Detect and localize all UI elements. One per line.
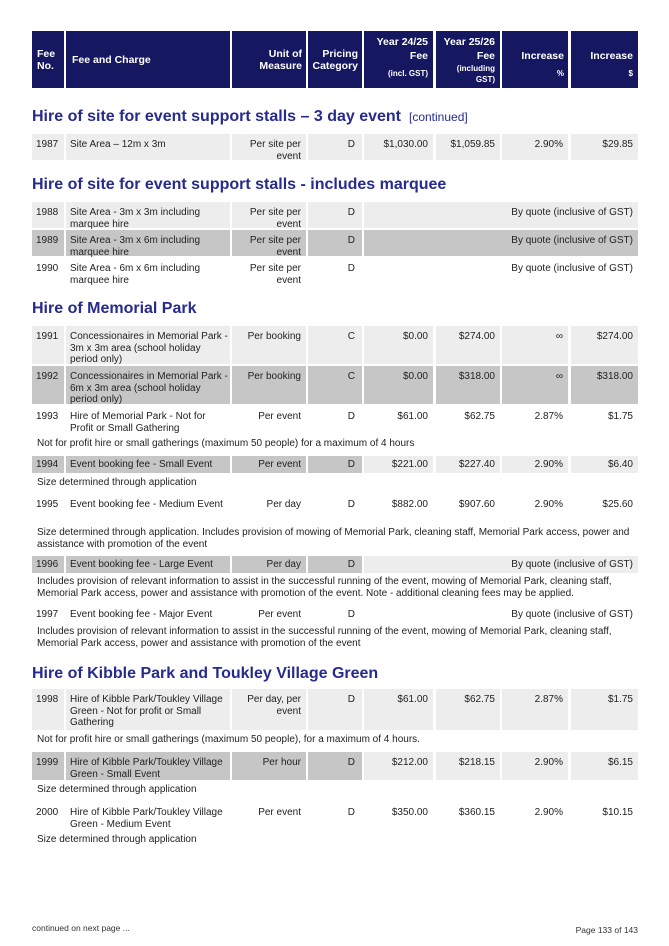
row-fee-name: Hire of Kibble Park/Toukley Village Green - Medium Event: [70, 807, 223, 830]
row-increase-pct: 2.87%: [534, 411, 563, 422]
header-increase-dollar-line1: Increase: [590, 50, 633, 62]
row-fee-name: Event booking fee - Medium Event: [70, 499, 223, 510]
header-fee-no: [32, 31, 64, 88]
row-increase-dollar: $29.85: [571, 134, 638, 160]
row-fee-no: 1999: [32, 752, 64, 780]
row-category: D: [308, 752, 362, 780]
row-fee-2425: $350.00: [391, 807, 428, 818]
row-fee-2425: $0.00: [364, 366, 433, 404]
header-fee-and-charge-label: Fee and Charge: [72, 54, 151, 66]
row-fee-2526: $318.00: [436, 366, 500, 404]
row-increase-pct: 2.87%: [502, 689, 568, 730]
row-unit: Per booking: [232, 366, 306, 404]
row-fee-name: Hire of Kibble Park/Toukley Village Green - Small Event: [66, 752, 230, 780]
row-quote: By quote (inclusive of GST): [364, 202, 638, 228]
page-number: Page 133 of 143: [575, 925, 638, 935]
header-unit-line2: Measure: [259, 60, 302, 72]
header-increase-dollar: [571, 31, 638, 88]
row-category: D: [347, 263, 355, 274]
row-fee-no: 1996: [32, 556, 64, 573]
section-title-marquee-stalls: [32, 176, 446, 194]
header-fee-no-line1: Fee: [37, 48, 56, 60]
row-fee-name: Site Area – 12m x 3m: [66, 134, 230, 160]
header-unit-line1: Unit of: [268, 48, 302, 60]
row-fee-no: 1990: [36, 263, 59, 274]
header-2526-line1: Year 25/26: [443, 36, 495, 48]
row-category: C: [308, 366, 362, 404]
row-unit: Per day, per event: [232, 689, 306, 730]
section-continued-label: [continued]: [409, 110, 468, 124]
row-unit: Per hour: [232, 752, 306, 780]
row-fee-name: Hire of Memorial Park - Not for Profit or Small Gathering: [70, 411, 206, 434]
section-title-text: Hire of Kibble Park and Toukley Village Green: [32, 665, 379, 682]
header-pricing-line2: Category: [312, 60, 358, 72]
row-fee-no: 1989: [32, 230, 64, 256]
row-fee-2526: $1,059.85: [436, 134, 500, 160]
row-fee-2425: $0.00: [364, 326, 433, 364]
row-unit: Per event: [258, 807, 301, 818]
row-note: Size determined through application: [37, 834, 197, 845]
row-increase-pct: 2.90%: [534, 499, 563, 510]
header-2425-line3: (incl. GST): [388, 69, 428, 78]
row-fee-no: 1988: [32, 202, 64, 228]
section-title-text: Hire of site for event support stalls - includes marquee: [32, 176, 447, 193]
row-fee-2526: $62.75: [436, 689, 500, 730]
header-increase-pct-line2: %: [556, 69, 564, 78]
header-year-2425: [364, 31, 433, 88]
row-increase-pct: 2.90%: [502, 134, 568, 160]
row-fee-no: 1995: [36, 499, 59, 510]
row-fee-no: 1993: [36, 411, 59, 422]
row-fee-2425: $212.00: [364, 752, 433, 780]
row-increase-pct: 2.90%: [502, 456, 568, 473]
row-fee-2526: $218.15: [436, 752, 500, 780]
row-fee-name: Event booking fee - Small Event: [66, 456, 230, 473]
row-increase-dollar: $274.00: [571, 326, 638, 364]
row-fee-name: Event booking fee - Large Event: [66, 556, 230, 573]
row-category: D: [308, 689, 362, 730]
row-increase-dollar: $318.00: [571, 366, 638, 404]
row-fee-2526: $360.15: [458, 807, 495, 818]
header-unit-of-measure: [232, 31, 306, 88]
row-category: D: [308, 134, 362, 160]
header-pricing-line1: Pricing: [322, 48, 358, 60]
row-fee-no: 1998: [32, 689, 64, 730]
row-note: Includes provision of relevant information to assist in the successful running of the event, mowing of Memorial Park, cleaning staff, Memorial Park access, power and assistance with promotion of the event. Note - additional cleaning fees may be applied.: [37, 576, 612, 599]
header-year-2526: [436, 31, 500, 88]
row-unit: Per site per event: [249, 263, 301, 286]
header-2526-line4: GST): [475, 75, 495, 84]
row-category: D: [308, 456, 362, 473]
row-increase-pct: ∞: [502, 366, 568, 404]
row-quote: By quote (inclusive of GST): [511, 609, 633, 620]
row-fee-name: Event booking fee - Major Event: [70, 609, 213, 620]
header-2425-line1: Year 24/25: [376, 36, 428, 48]
row-fee-name: Site Area - 3m x 3m including marquee hire: [66, 202, 230, 228]
row-increase-dollar: $1.75: [607, 411, 633, 422]
row-note: Includes provision of relevant information to assist in the successful running of the event, mowing of Memorial Park, cleaning staff, Memorial Park access, power and assistance with promotion of the event: [37, 626, 612, 649]
row-note: Size determined through application: [37, 784, 197, 795]
row-fee-2425: $61.00: [364, 689, 433, 730]
row-unit: Per event: [258, 609, 301, 620]
row-increase-dollar: $10.15: [602, 807, 633, 818]
row-fee-name: Concessionaires in Memorial Park - 6m x 3m area (school holiday period only): [66, 366, 230, 404]
row-unit: Per site per event: [232, 202, 306, 228]
header-increase-pct-line1: Increase: [521, 50, 564, 62]
header-pricing-category: [308, 31, 362, 88]
row-category: D: [308, 202, 362, 228]
section-title-3day-stalls: [32, 108, 468, 126]
row-unit: Per event: [232, 456, 306, 473]
row-unit: Per site per event: [232, 134, 306, 160]
section-title-kibble-park: [32, 665, 378, 683]
row-fee-no: 1991: [32, 326, 64, 364]
row-fee-name: Hire of Kibble Park/Toukley Village Green - Not for profit or Small Gathering: [66, 689, 230, 730]
row-increase-pct: 2.90%: [502, 752, 568, 780]
row-fee-no: 1997: [36, 609, 59, 620]
row-note: Not for profit hire or small gatherings (maximum 50 people), for a maximum of 4 hours.: [37, 734, 420, 745]
row-fee-2526: $274.00: [436, 326, 500, 364]
row-unit: Per site per event: [232, 230, 306, 256]
row-fee-no: 2000: [36, 807, 59, 818]
header-2526-line3: (including: [456, 64, 495, 73]
header-2425-line2: Fee: [409, 50, 428, 62]
row-fee-2425: $1,030.00: [364, 134, 433, 160]
header-fee-no-line2: No.: [37, 60, 54, 72]
continued-next-page: continued on next page ...: [32, 923, 130, 933]
row-category: D: [347, 499, 355, 510]
row-fee-2526: $907.60: [458, 499, 495, 510]
row-note: Not for profit hire or small gatherings (maximum 50 people) for a maximum of 4 hours: [37, 438, 415, 449]
row-fee-name: Concessionaires in Memorial Park - 3m x 3m area (school holiday period only): [66, 326, 230, 364]
row-fee-no: 1992: [32, 366, 64, 404]
row-category: D: [347, 609, 355, 620]
row-note: Size determined through application: [37, 477, 197, 488]
row-fee-2425: $61.00: [397, 411, 428, 422]
section-title-text: Hire of Memorial Park: [32, 300, 197, 317]
row-unit: Per day: [232, 556, 306, 573]
row-category: C: [308, 326, 362, 364]
row-quote: By quote (inclusive of GST): [364, 556, 638, 573]
row-unit: Per booking: [232, 326, 306, 364]
row-fee-2526: $62.75: [464, 411, 495, 422]
header-fee-and-charge: [66, 31, 230, 88]
row-increase-pct: 2.90%: [534, 807, 563, 818]
row-fee-2425: $221.00: [364, 456, 433, 473]
row-increase-dollar: $6.40: [571, 456, 638, 473]
row-increase-dollar: $6.15: [571, 752, 638, 780]
row-increase-pct: ∞: [502, 326, 568, 364]
row-category: D: [308, 230, 362, 256]
section-title-memorial-park: [32, 300, 197, 318]
row-increase-dollar: $1.75: [571, 689, 638, 730]
row-category: D: [308, 556, 362, 573]
header-2526-line2: Fee: [476, 50, 495, 62]
row-increase-dollar: $25.60: [602, 499, 633, 510]
header-increase-dollar-line2: $: [628, 69, 633, 78]
row-fee-2425: $882.00: [391, 499, 428, 510]
row-fee-name: Site Area - 3m x 6m including marquee hire: [66, 230, 230, 256]
row-fee-name: Site Area - 6m x 6m including marquee hire: [70, 263, 201, 286]
row-quote: By quote (inclusive of GST): [511, 263, 633, 274]
section-title-text: Hire of site for event support stalls – 3 day event: [32, 108, 401, 125]
row-unit: Per day: [266, 499, 301, 510]
row-category: D: [347, 411, 355, 422]
row-fee-2526: $227.40: [436, 456, 500, 473]
row-quote: By quote (inclusive of GST): [364, 230, 638, 256]
row-fee-no: 1987: [32, 134, 64, 160]
row-category: D: [347, 807, 355, 818]
row-unit: Per event: [258, 411, 301, 422]
row-note: Size determined through application. Includes provision of mowing of Memorial Park, cleaning staff, Memorial Park access, power and assistance with promotion of the event: [37, 527, 630, 550]
row-fee-no: 1994: [32, 456, 64, 473]
header-increase-pct: [502, 31, 568, 88]
